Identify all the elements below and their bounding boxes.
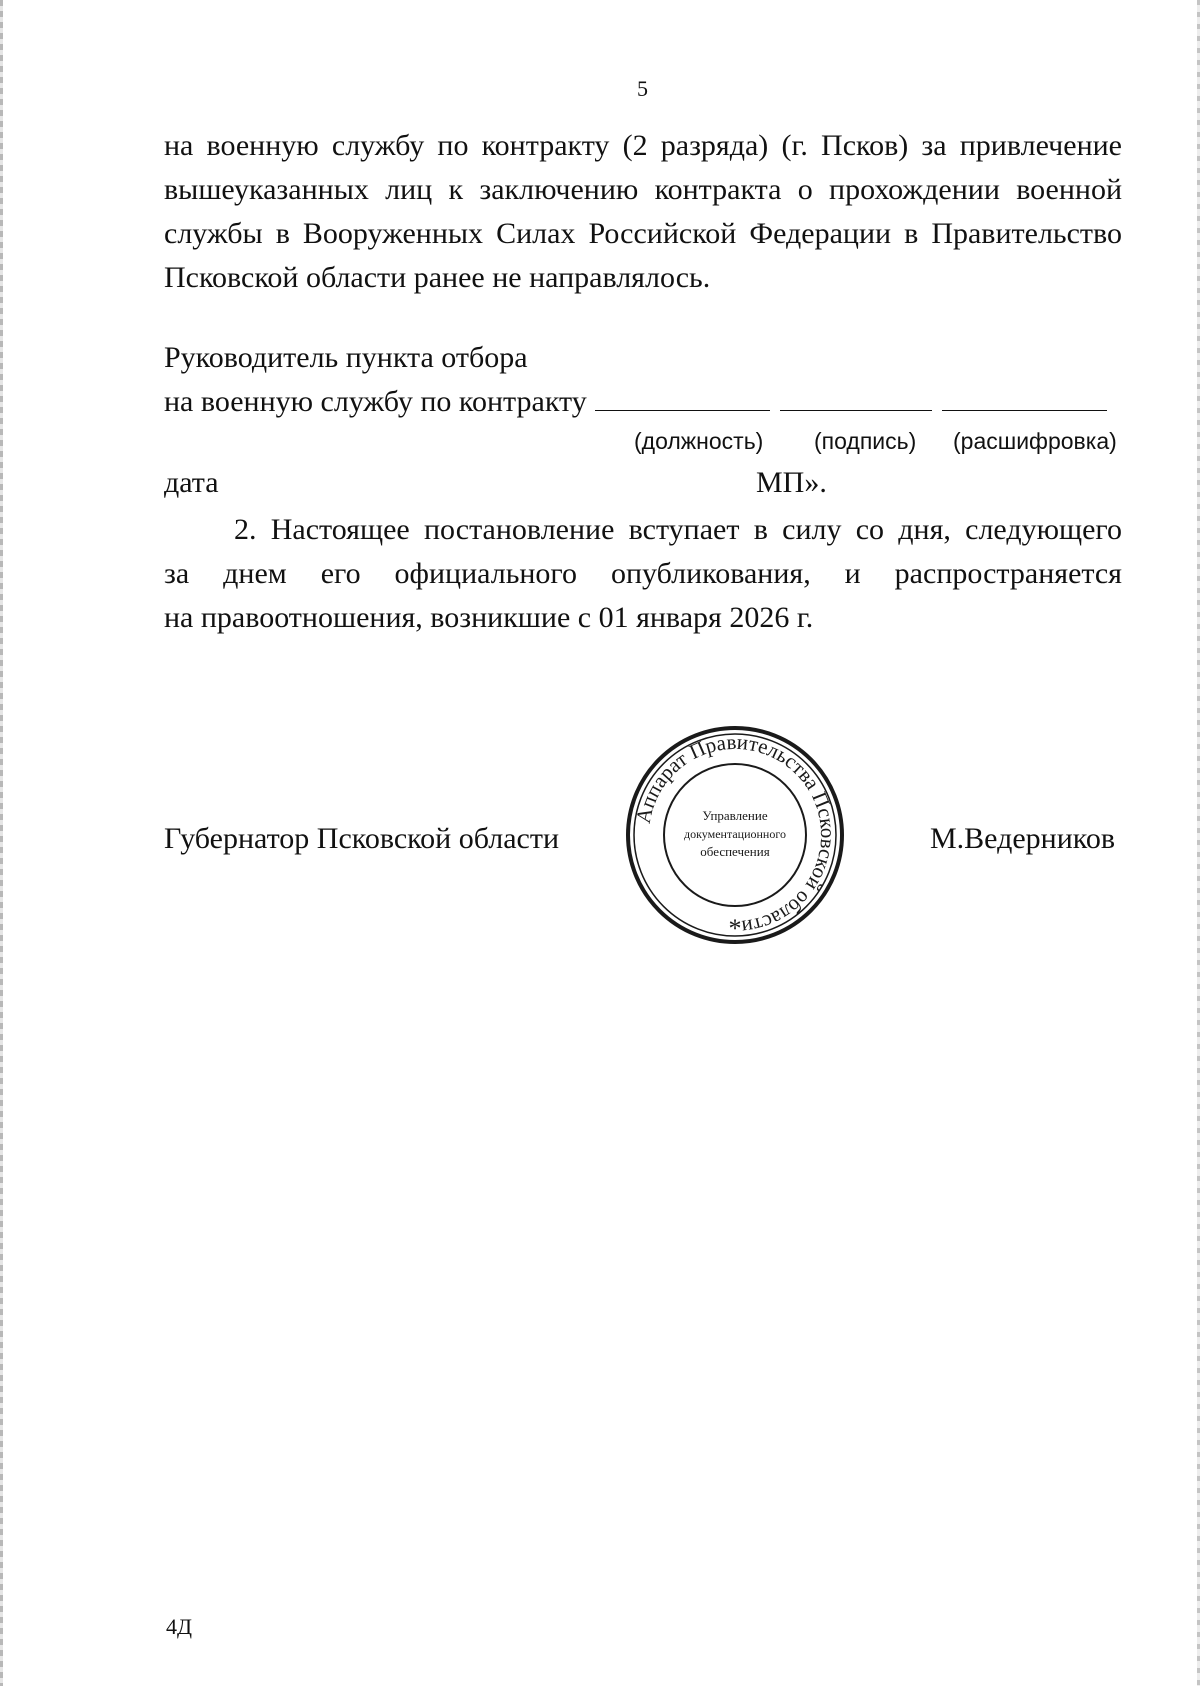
signer-block [164,336,1107,424]
stamp-place-label: МП». [756,466,827,499]
transcript-blank [942,380,1107,411]
text-line: на военную службу по контракту (2 разряда) (г. Псков) за привлечение [164,129,1122,162]
text-line: на правоотношения, возникшие с 01 января 2026 г. [164,601,814,634]
text-line: службы в Вооруженных Силах Российской Федерации в Правительство [164,217,1122,250]
text-line: 2. Настоящее постановление вступает в силу со дня, следующего [234,513,1122,546]
paragraph-continuation [164,124,1122,300]
signer-title-line2: на военную службу по контракту [164,385,587,418]
text-line: вышеуказанных лиц к заключению контракта о прохождении военной [164,173,1122,206]
seal-center-line1: Управление [702,808,768,823]
footer-code: 4Д [166,1614,193,1639]
governor-title: Губернатор Псковской области [164,822,560,855]
signature-blank [780,380,932,411]
caption-position: (должность) [634,428,764,454]
seal-center-line2: документационного [684,827,786,841]
seal-center-line3: обеспечения [700,844,770,859]
text-line: за днем его официального опубликования, и распространяется [164,557,1122,590]
seal-star-icon: * [728,914,742,943]
position-blank [595,380,770,411]
signer-title-line2-row [164,380,1107,424]
official-seal [624,724,846,946]
caption-transcript: (расшифровка) [953,428,1117,454]
page-number: 5 [637,76,648,101]
date-label: дата [164,466,219,499]
text-line: Псковской области ранее не направлялось. [164,261,711,294]
scan-edge-left [0,0,3,1686]
signer-title-line1: Руководитель пункта отбора [164,341,528,374]
paragraph-effective-date [164,508,1122,640]
seal-ring-text: Аппарат Правительства Псковской области [630,729,841,940]
governor-name: М.Ведерников [930,822,1116,855]
caption-signature: (подпись) [814,428,917,454]
